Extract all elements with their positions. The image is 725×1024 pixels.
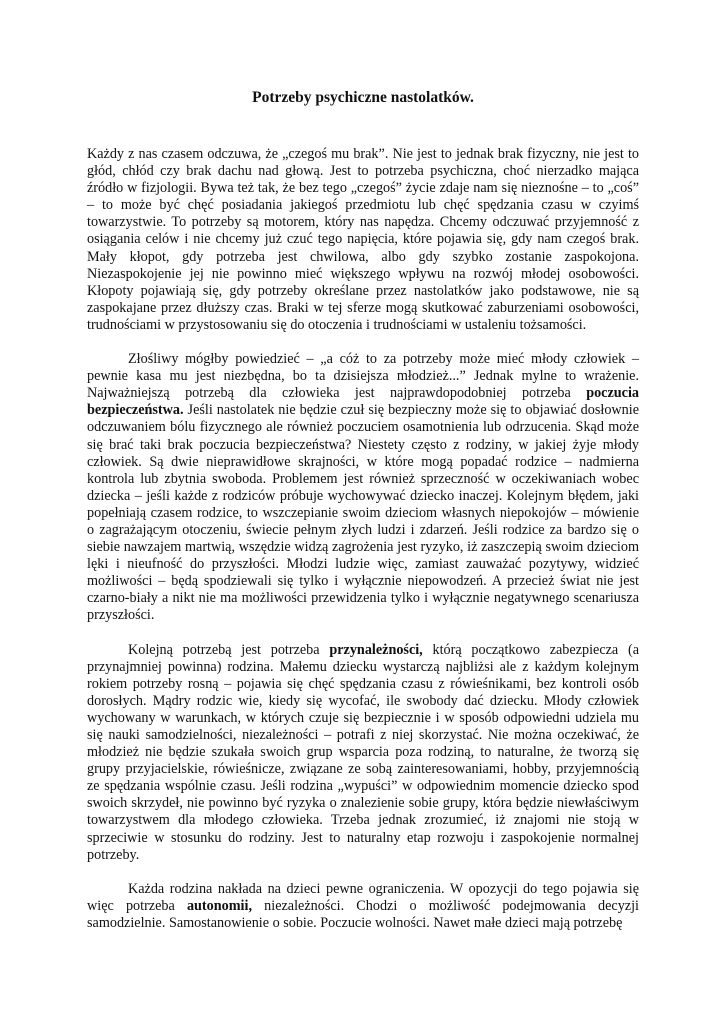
paragraph-autonomy (87, 881, 639, 932)
paragraph-text: niezależności. Chodzi o możliwość podejmowania decyzji samodzielnie. Samostanowienie o sobie. Poczucie wolności. Nawet małe dzieci mają potrzebę (87, 897, 639, 931)
paragraph-text: Każda rodzina nakłada na dzieci pewne ograniczenia. W opozycji do tego pojawia się więc potrzeba (87, 880, 639, 914)
document-title: Potrzeby psychiczne nastolatków. (252, 89, 474, 106)
paragraph-text: Złośliwy mógłby powiedzieć – „a cóż to za potrzeby może mieć młody człowiek – pewnie kasa mu jest niezbędna, bo ta dzisiejsza młodzież...” Jednak mylne to wrażenie. Najważniejszą potrzebą dla człowieka jest najprawdopodobniej potrzeba (87, 351, 639, 402)
emphasis-autonomy: autonomii, (186, 897, 252, 914)
paragraph-belonging (87, 642, 639, 864)
paragraph-text: którą początkowo zabezpiecza (a przynajmniej powinna) rodzina. Małemu dziecku wystarczą najbliżsi ale z każdym kolejnym rokiem potrzeby rosną – pojawia się chęć spędzania czasu z rówieśnikami, bez kontroli osób dorosłych. Mądry rodzic wie, kiedy się wycofać, ile swobody dać dziecku. Młody człowiek wychowany w warunkach, w których czuje się bezpiecznie i w sposób odpowiedni udziela mu się nauki samodzielności, niezależności – potrafi z niej skorzystać. Nie można oczekiwać, że młodzież nie będzie szukała swoich grup wsparcia poza rodziną, to naturalne, że tworzą się grupy przyjacielskie, rówieśnicze, związane ze sobą zainteresowaniami, hobby, przyjemnością ze spędzania wspólnie czasu. Jeśli rodzina „wypuści” w odpowiednim momencie dziecko spod swoich skrzydeł, nie powinno być ryzyka o znalezienie sobie grupy, która będzie niewłaściwym towarzystwem dla młodego człowieka. Trzeba jednak zrozumieć, iż znajomi nie stoją w sprzeciwie w stosunku do rodziny. Jest to naturalny etap rozwoju i zaspokojenie normalnej potrzeby. (87, 641, 639, 863)
paragraph-intro (87, 146, 639, 334)
paragraph-text: Kolejną potrzebą jest potrzeba (128, 641, 330, 658)
document-page (87, 0, 639, 932)
paragraph-text: Jeśli nastolatek nie będzie czuł się bezpieczny może się to objawiać dosłownie odczuwaniem bólu fizycznego ale również poczuciem osamotnienia lub odrzucenia. Skąd może się brać taki brak poczucia bezpieczeństwa? Niestety często z rodziny, w jakiej żyje młody człowiek. Są dwie nieprawidłowe skrajności, w które mogą popadać rodzice – nadmierna kontrola lub zbytnia swoboda. Problemem jest również sprzeczność w oczekiwaniach wobec dziecka – jeśli każde z rodziców próbuje wychowywać dziecko inaczej. Kolejnym błędem, jaki popełniają czasem rodzice, to wszczepianie swoim dzieciom własnych niepokojów – mówienie o zagrażającym otoczeniu, świecie pełnym złych ludzi i zdarzeń. Jeśli rodzice za bardzo się o siebie nawzajem martwią, wszędzie widzą zagrożenia jest ryzyko, iż zaszczepią swoim dzieciom lęki i nieufność do przyszłości. Młodzi ludzie więc, zamiast zauważać pozytywy, widzieć możliwości – będą spodziewali się tylko i wyłącznie niepowodzeń. A przecież świat nie jest czarno-biały a nikt nie ma możliwości przewidzenia tylko i wyłącznie negatywnego scenariusza przyszłości. (87, 402, 639, 624)
paragraph-safety (87, 351, 639, 625)
paragraph-text: Każdy z nas czasem odczuwa, że „czegoś mu brak”. Nie jest to jednak brak fizyczny, nie jest to głód, chłód czy brak dachu nad głową. Jest to potrzeba psychiczna, choć nierzadko mająca źródło w fizjologii. Bywa też tak, że bez tego „czegoś” życie zdaje nam się nieznośne – to „coś” – to może być chęć posiadania jakiegoś przedmiotu lub chęć spędzania czasu w czyimś towarzystwie. To potrzeby są motorem, który nas napędza. Chcemy odczuwać przyjemność z osiągania celów i nie chcemy już czuć tego napięcia, które pojawia się, gdy nam czegoś brak. Mały kłopot, gdy potrzeba jest chwilowa, albo gdy szybko zostanie zaspokojona. Niezaspokojenie jej nie powinno mieć większego wpływu na rozwój młodej osobowości. Kłopoty pojawiają się, gdy potrzeby określane przez nastolatków jako podstawowe, nie są zaspokajane przez dłuższy czas. Braki w tej sferze mogą skutkować zaburzeniami osobowości, trudnościami w przystosowaniu się do otoczenia i trudnościami w ustaleniu tożsamości. (87, 146, 639, 333)
emphasis-safety: poczucia bezpieczeństwa. (87, 385, 639, 419)
emphasis-belonging: przynależności, (329, 641, 423, 658)
